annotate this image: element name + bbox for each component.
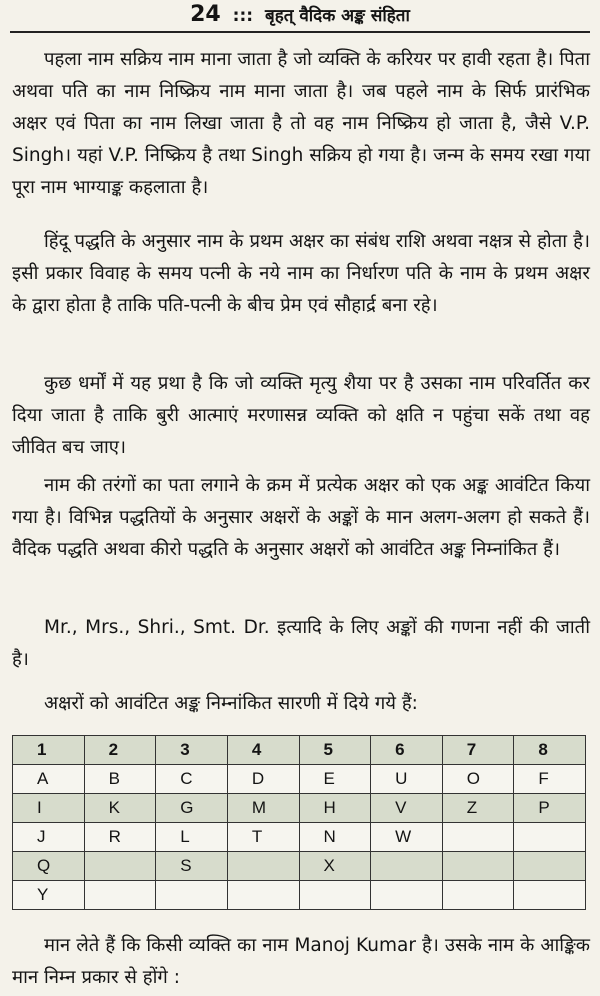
table-header-cell: 3 — [156, 736, 228, 765]
paragraph-titles-excluded: Mr., Mrs., Shri., Smt. Dr. इत्यादि के लिए अङ्कों की गणना नहीं की जाती है। — [12, 617, 590, 670]
table-cell — [156, 881, 228, 910]
table-cell: M — [227, 794, 299, 823]
table-header-cell: 8 — [514, 736, 586, 765]
table-cell — [227, 881, 299, 910]
table-cell: P — [514, 794, 586, 823]
table-cell: F — [514, 765, 586, 794]
table-cell: S — [156, 852, 228, 881]
paragraph-letter-numbers: नाम की तरंगों का पता लगाने के क्रम में प्रत्येक अक्षर को एक अङ्क आवंटित किया गया है। विभिन्न पद्धतियों के अनुसार अक्षरों के अङ्कों के मान अलग-अलग हो सकते हैं। वैदिक पद्धति अथवा कीरो पद्धति के अनुसार अक्षरों को आवंटित अङ्क निम्नांकित हैं। — [12, 475, 590, 560]
table-cell — [442, 823, 514, 852]
table-cell: L — [156, 823, 228, 852]
table-cell: C — [156, 765, 228, 794]
table-cell: Z — [442, 794, 514, 823]
table-cell: H — [299, 794, 371, 823]
table-cell — [514, 881, 586, 910]
table-header-cell: 4 — [227, 736, 299, 765]
table-cell: V — [371, 794, 443, 823]
header-separator: ::: — [232, 6, 254, 26]
table-cell: B — [84, 765, 156, 794]
table-cell — [227, 852, 299, 881]
table-row — [13, 765, 586, 794]
table-cell: O — [442, 765, 514, 794]
table-row — [13, 823, 586, 852]
table-cell — [299, 881, 371, 910]
table-row — [13, 852, 586, 881]
table-cell: N — [299, 823, 371, 852]
table-cell: E — [299, 765, 371, 794]
table-cell: G — [156, 794, 228, 823]
table-cell — [371, 852, 443, 881]
table-cell — [514, 852, 586, 881]
paragraph-example: मान लेते हैं कि किसी व्यक्ति का नाम Manoj Kumar है। उसके नाम के आङ्किक मान निम्न प्रकार से होंगे : — [12, 935, 590, 988]
table-cell: Q — [13, 852, 85, 881]
paragraph-hindu-method: हिंदू पद्धति के अनुसार नाम के प्रथम अक्षर का संबंध राशि अथवा नक्षत्र से होता है। इसी प्रकार विवाह के समय पत्नी के नये नाम का निर्धारण पति के नाम के प्रथम अक्षर के द्वारा होता है ताकि पति-पत्नी के बीच प्रेम एवं सौहार्द्र बना रहे। — [12, 231, 590, 316]
table-header-cell: 7 — [442, 736, 514, 765]
table-row — [13, 794, 586, 823]
table-cell — [442, 881, 514, 910]
table-cell: K — [84, 794, 156, 823]
letter-number-table — [12, 735, 586, 910]
book-title: बृहत् वैदिक अङ्क संहिता — [264, 6, 410, 26]
table-cell: Y — [13, 881, 85, 910]
paragraph-table-intro: अक्षरों को आवंटित अङ्क निम्नांकित सारणी में दिये गये हैं: — [44, 693, 418, 714]
table-cell: T — [227, 823, 299, 852]
table-header-cell: 6 — [371, 736, 443, 765]
table-cell: W — [371, 823, 443, 852]
table-header-cell: 1 — [13, 736, 85, 765]
page-header — [0, 0, 600, 30]
table-header-row — [13, 736, 586, 765]
table-header-cell: 5 — [299, 736, 371, 765]
header-rule — [10, 31, 590, 33]
table-cell: J — [13, 823, 85, 852]
table-cell — [371, 881, 443, 910]
page-number: 24 — [190, 2, 221, 27]
table-cell: A — [13, 765, 85, 794]
paragraph-active-passive-name: पहला नाम सक्रिय नाम माना जाता है जो व्यक्ति के करियर पर हावी रहता है। पिता अथवा पति का नाम निष्क्रिय नाम माना जाता है। जब पहले नाम के सिर्फ प्रारंभिक अक्षर एवं पिता का नाम लिखा जाता है तो वह नाम निष्क्रिय हो जाता है, जैसे V.P. Singh। यहां V.P. निष्क्रिय है तथा Singh सक्रिय हो गया है। जन्म के समय रखा गया पूरा नाम भाग्याङ्क कहलाता है। — [12, 49, 590, 198]
table-cell: D — [227, 765, 299, 794]
table-cell: X — [299, 852, 371, 881]
table-row — [13, 881, 586, 910]
table-cell: I — [13, 794, 85, 823]
table-cell — [84, 852, 156, 881]
table-cell — [84, 881, 156, 910]
paragraph-name-change-custom: कुछ धर्मों में यह प्रथा है कि जो व्यक्ति मृत्यु शैया पर है उसका नाम परिवर्तित कर दिया जाता है ताकि बुरी आत्माएं मरणासन्न व्यक्ति को क्षति न पहुंचा सकें तथा वह जीवित बच जाए। — [12, 373, 590, 458]
table-header-cell: 2 — [84, 736, 156, 765]
table-cell — [514, 823, 586, 852]
table-cell: U — [371, 765, 443, 794]
table-cell: R — [84, 823, 156, 852]
table-cell — [442, 852, 514, 881]
